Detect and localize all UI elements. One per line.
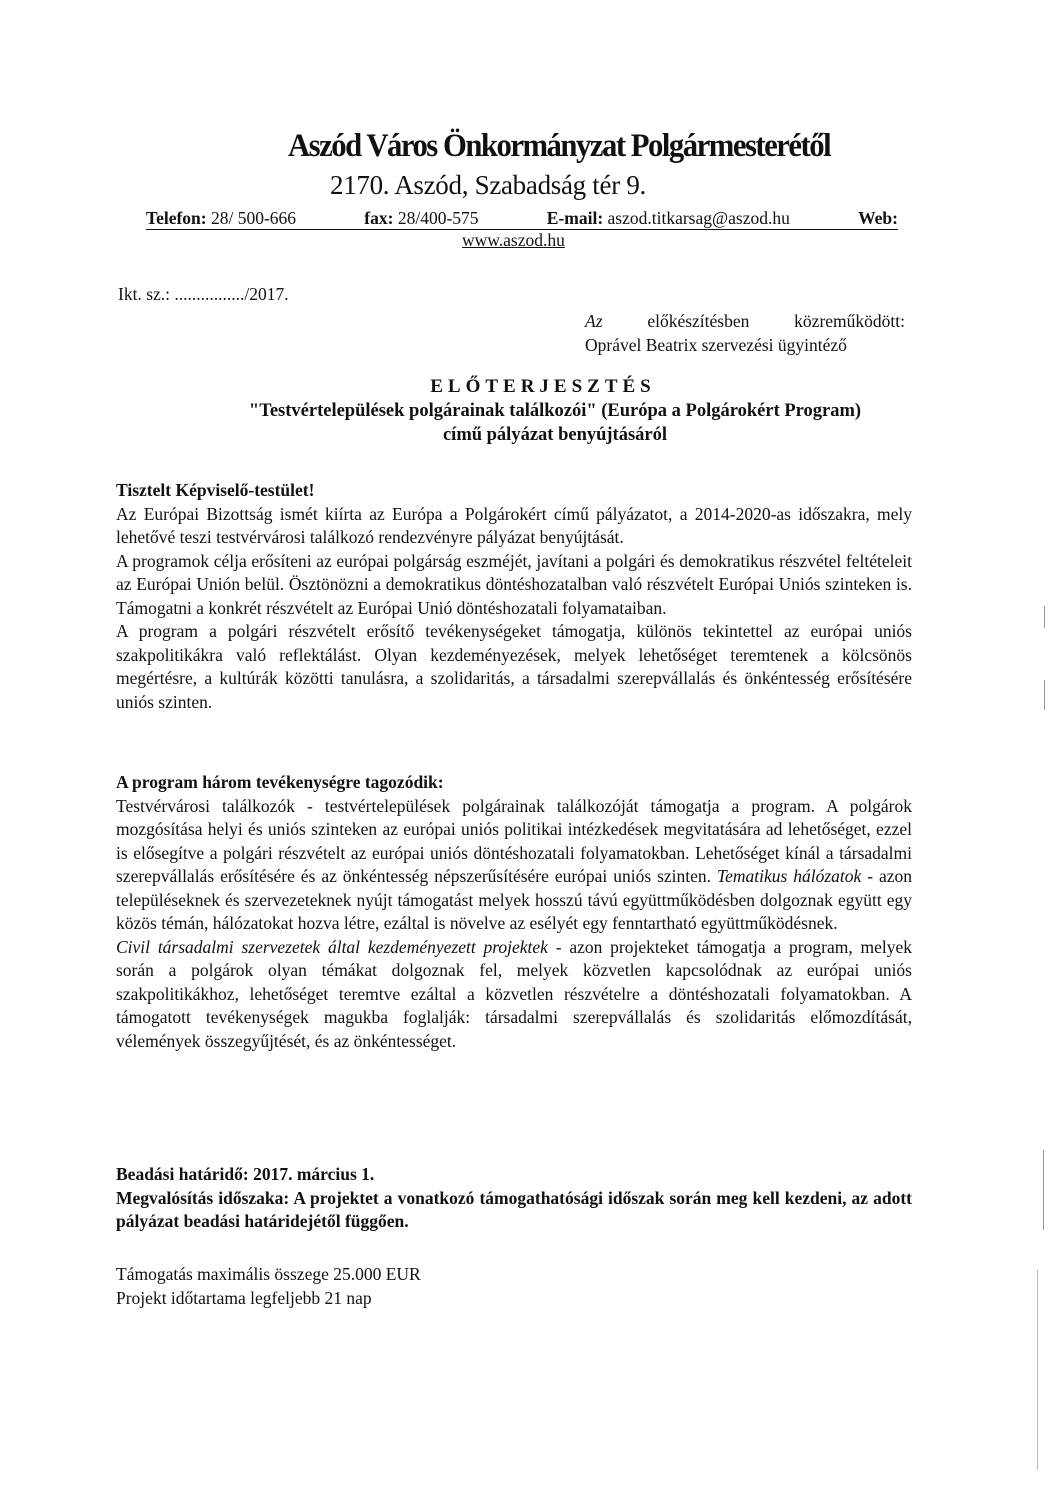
section-heading: A program három tevékenységre tagozódik: <box>116 772 444 792</box>
prepared-by-word3: közreműködött: <box>794 311 905 331</box>
letterhead-contact-line <box>146 207 898 230</box>
deadline: Beadási határidő: 2017. március 1. <box>116 1164 375 1184</box>
prepared-by-word1: Az <box>585 311 603 331</box>
salutation: Tisztelt Képviselő-testület! <box>116 480 315 500</box>
fax-contact <box>364 207 478 229</box>
email-contact <box>547 207 790 229</box>
prepared-by-line2: Oprável Beatrix szervezési ügyintéző <box>585 335 847 355</box>
facts-section <box>116 1263 912 1310</box>
letterhead-address: 2170. Aszód, Szabadság tér 9. <box>330 170 646 200</box>
fax-label: fax: <box>364 208 394 228</box>
phone-label: Telefon: <box>146 208 207 228</box>
paragraph-1: Az Európai Bizottság ismét kiírta az Európa a Polgárokért című pályázatot, a 2014-2020-as időszakra, mely lehetővé teszi testvérvárosi találkozó rendezvényre pályázat benyújtását. <box>116 503 912 547</box>
max-support: Támogatás maximális összege 25.000 EUR <box>116 1264 421 1284</box>
project-duration: Projekt időtartama legfeljebb 21 nap <box>116 1287 372 1308</box>
paragraph-4-text-b: - azon településeknek és szervezeteknek nyújt támogatást melyek hosszú távú együttműködésben dolgoznak együtt egy közös témán, hálózatokat hozva létre, ezáltal is növelve az esélyét egy fenntartható együttműködésnek. <box>116 866 912 933</box>
document-subheading-2: című pályázat benyújtásáról <box>442 425 668 445</box>
implementation-period: Megvalósítás időszaka: A projektet a vonatkozó támogathatósági időszak során meg kell kezdeni, az adott pályázat beadási határidejétől függően. <box>116 1187 912 1231</box>
program-section <box>116 771 912 1053</box>
phone-contact <box>146 207 296 229</box>
paragraph-4-text-a: Testvérvárosi találkozók - testvértelepülések polgárainak találkozóját támogatja a program. A polgárok mozgósítása helyi és uniós szinteken az európai uniós politikai intézkedések megvitatására ad lehetőséget, ezzel is elősegítve a polgári részvételt az európai uniós döntéshozatali folyamatokban. Lehetőséget kínál a társadalmi szerepvállalás erősítésére és az önkéntesség népszerűsítésére európai uniós szinten. <box>116 795 912 886</box>
intro-section <box>116 479 912 714</box>
phone-value: 28/ 500-666 <box>210 208 297 228</box>
document-subheading-1: "Testvértelepülések polgárainak találkozói" (Európa a Polgárokért Program) <box>248 401 862 421</box>
scan-artifact <box>1044 680 1045 710</box>
paragraph-5-text: - azon projekteket támogatja a program, melyek során a polgárok olyan témákat dolgoznak fel, melyek közvetlen kapcsolódnak az európai uniós szakpolitikákhoz, lehetőséget teremtve ezáltal a közvetlen részvételre a döntéshozatali folyamatokban. A támogatott tevékenységek magukba foglalják: társadalmi szerepvállalás és szolidaritás előmozdítását, vélemények összegyűjtését, és az önkéntességet. <box>116 936 912 1051</box>
document-heading: ELŐTERJESZTÉS <box>430 376 656 397</box>
prepared-by-word2: előkészítésben <box>647 311 750 331</box>
deadline-section <box>116 1163 912 1234</box>
letterhead-title: Aszód Város Önkormányzat Polgármesterétől <box>288 128 831 164</box>
email-value[interactable]: aszod.titkarsag@aszod.hu <box>607 208 790 228</box>
scan-artifact <box>1044 606 1045 628</box>
paragraph-4 <box>116 795 912 936</box>
paragraph-5 <box>116 936 912 1054</box>
fax-value: 28/400-575 <box>397 208 479 228</box>
scan-artifact <box>1037 1270 1038 1470</box>
paragraph-3: A program a polgári részvételt erősítő tevékenységeket támogatja, különös tekintettel az európai uniós szakpolitikákra való reflektálást. Olyan kezdeményezések, melyek lehetőséget teremtenek a kölcsönös megértésre, a kultúrák közötti tanulásra, a szolidaritás, a társadalmi szerepvállalás és önkéntesség erősítésére uniós szinten. <box>116 621 912 712</box>
prepared-by-line1 <box>585 309 905 333</box>
paragraph-2: A programok célja erősíteni az európai polgárság eszméjét, javítani a polgári és demokratikus részvétel feltételeit az Európai Unión belül. Ösztönözni a demokratikus döntéshozatalban való részvételt Európai Uniós szinteken is. Támogatni a konkrét részvételt az Európai Unió döntéshozatali folyamataiban. <box>116 550 912 618</box>
reference-number: Ikt. sz.: ................/2017. <box>118 284 289 304</box>
paragraph-5-italic: Civil társadalmi szervezetek által kezdeményezett projektek <box>116 936 548 957</box>
email-label: E-mail: <box>546 208 604 228</box>
prepared-by <box>585 309 905 357</box>
web-label: Web: <box>858 208 898 228</box>
paragraph-4-italic: Tematikus hálózatok <box>716 866 862 886</box>
web-url[interactable]: www.aszod.hu <box>462 230 565 250</box>
scan-artifact <box>1043 1150 1044 1230</box>
